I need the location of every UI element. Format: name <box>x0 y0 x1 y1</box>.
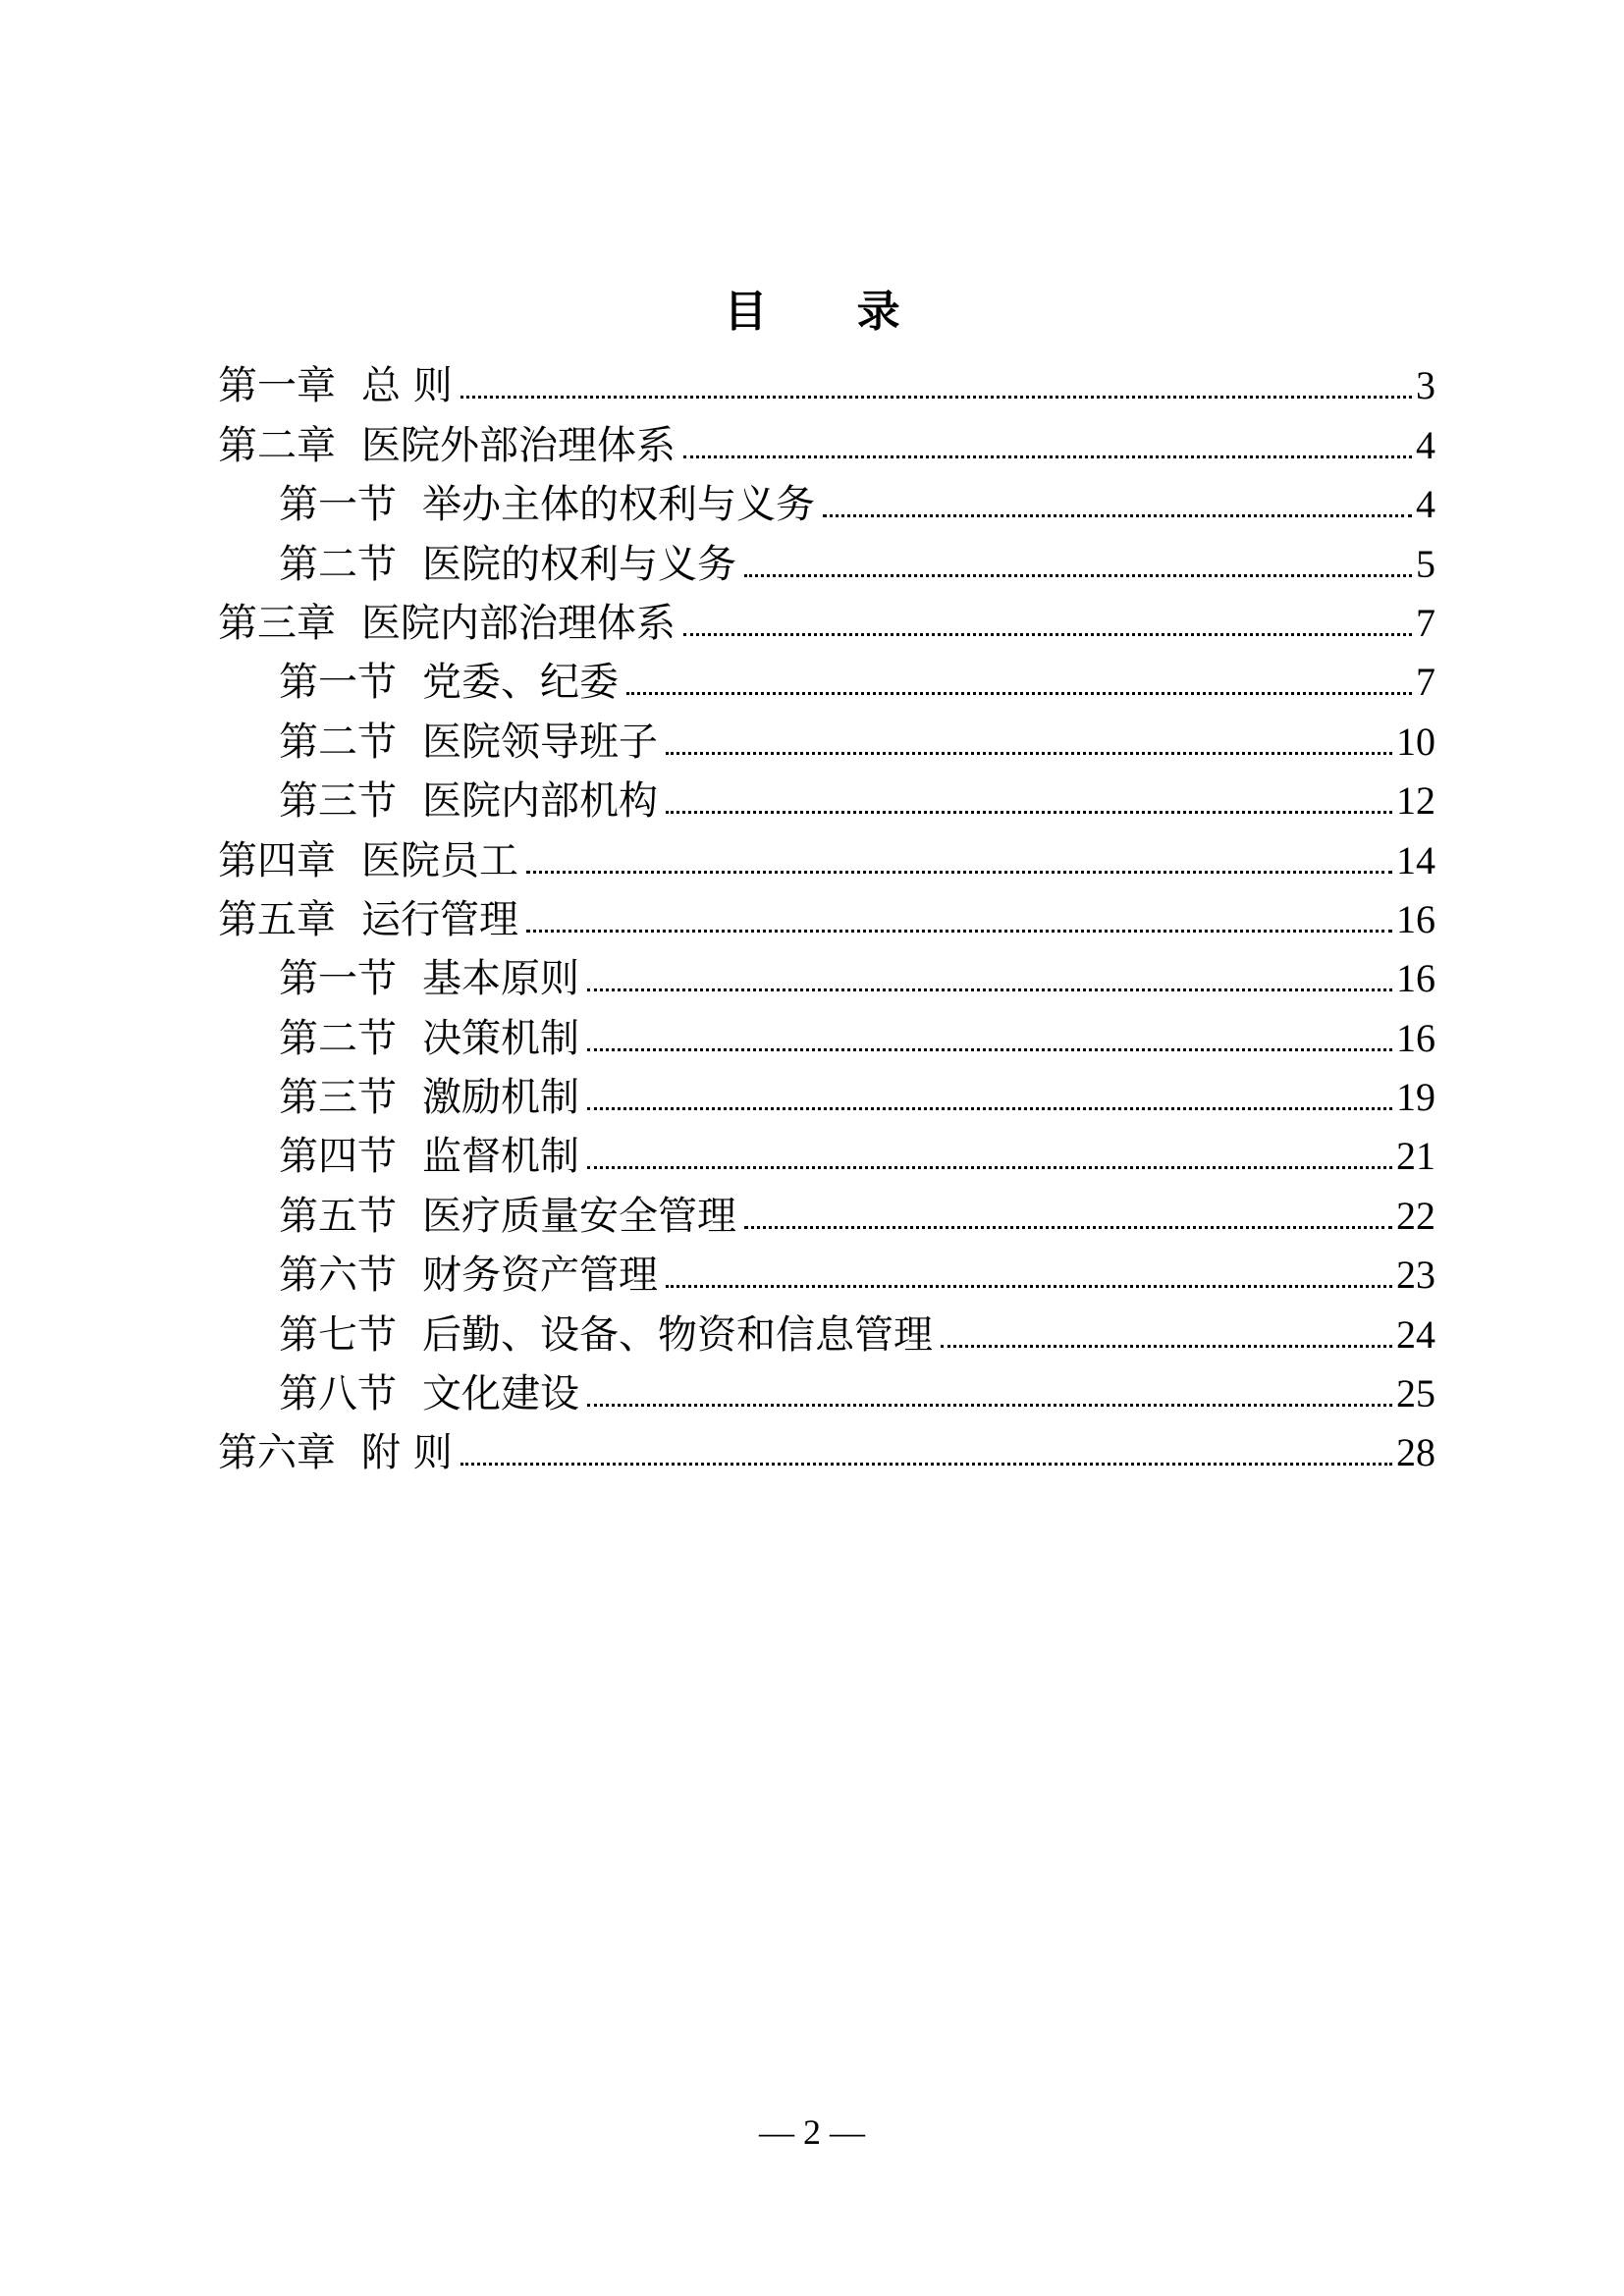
toc-entry-number: 第一节 <box>279 660 397 706</box>
toc-entry-number: 第三节 <box>279 778 397 825</box>
toc-leader-dots <box>587 1404 1392 1407</box>
toc-entry-number: 第三节 <box>279 1075 397 1121</box>
toc-entry[interactable] <box>218 765 1435 824</box>
toc-entry-number: 第六章 <box>218 1430 336 1476</box>
toc-entry-title: 医院外部治理体系 <box>361 422 676 468</box>
toc-entry-label <box>218 897 518 942</box>
toc-leader-dots <box>460 1463 1392 1466</box>
toc-entry-number: 第五章 <box>218 896 336 942</box>
toc-entry-title: 医院的权利与义务 <box>422 541 736 587</box>
toc-entry-label <box>279 1371 579 1416</box>
toc-entry[interactable] <box>218 1416 1435 1475</box>
toc-leader-dots <box>666 1285 1392 1288</box>
toc-entry-title: 监督机制 <box>422 1134 579 1180</box>
toc-entry-page: 23 <box>1396 1253 1435 1298</box>
page-title: 目 录 <box>724 287 938 337</box>
toc-entry-page: 4 <box>1416 482 1435 527</box>
toc-entry-label <box>279 1016 579 1061</box>
toc-entry-number: 第五节 <box>279 1193 397 1239</box>
toc-entry-title: 医院领导班子 <box>422 719 658 765</box>
toc-entry-page: 22 <box>1396 1193 1435 1238</box>
toc-entry-number: 第一节 <box>279 482 397 528</box>
toc-entry-label <box>218 363 453 408</box>
toc-leader-dots <box>526 930 1392 933</box>
toc-entry-title: 财务资产管理 <box>422 1253 658 1299</box>
toc-entry-page: 4 <box>1416 422 1435 467</box>
toc-entry-page: 3 <box>1416 363 1435 408</box>
toc-entry-title: 党委、纪委 <box>422 660 619 706</box>
toc-entry-page: 28 <box>1396 1430 1435 1475</box>
toc-leader-dots <box>666 811 1392 814</box>
toc-leader-dots <box>744 574 1412 577</box>
toc-entry-page: 16 <box>1396 1015 1435 1060</box>
toc-leader-dots <box>626 692 1412 695</box>
toc-entry-page: 19 <box>1396 1075 1435 1120</box>
toc-entry[interactable] <box>218 527 1435 586</box>
toc-leader-dots <box>823 514 1412 517</box>
toc-entry[interactable] <box>218 1298 1435 1357</box>
toc-entry[interactable] <box>218 705 1435 764</box>
toc-entry-number: 第二节 <box>279 541 397 587</box>
toc-entry-title: 医疗质量安全管理 <box>422 1193 736 1239</box>
toc-entry-page: 5 <box>1416 541 1435 586</box>
toc-entry[interactable] <box>218 1358 1435 1416</box>
toc-entry[interactable] <box>218 646 1435 705</box>
toc-entry-number: 第二节 <box>279 719 397 765</box>
toc-entry[interactable] <box>218 1001 1435 1060</box>
toc-entry-page: 24 <box>1396 1311 1435 1357</box>
toc-leader-dots <box>526 871 1392 874</box>
toc-entry[interactable] <box>218 1061 1435 1120</box>
toc-leader-dots <box>941 1345 1392 1348</box>
toc-entry-page: 7 <box>1416 660 1435 705</box>
toc-entry-number: 第三章 <box>218 600 336 646</box>
toc-entry-title: 运行管理 <box>361 896 518 942</box>
toc-entry-page: 12 <box>1396 778 1435 824</box>
toc-entry[interactable] <box>218 942 1435 1001</box>
toc-entry-label <box>279 720 658 765</box>
toc-entry-title: 后勤、设备、物资和信息管理 <box>422 1311 933 1358</box>
toc-entry-page: 16 <box>1396 896 1435 941</box>
toc-entry-title: 基本原则 <box>422 956 579 1002</box>
toc-entry-label <box>279 778 658 824</box>
toc-leader-dots <box>587 1048 1392 1051</box>
toc-entry[interactable] <box>218 883 1435 942</box>
toc-entry-page: 21 <box>1396 1134 1435 1179</box>
toc-entry[interactable] <box>218 1120 1435 1179</box>
toc-entry[interactable] <box>218 468 1435 527</box>
toc-entry-title: 总 则 <box>361 363 453 409</box>
toc-entry-title: 医院内部机构 <box>422 778 658 825</box>
toc-entry-number: 第二节 <box>279 1015 397 1061</box>
toc-leader-dots <box>683 455 1412 458</box>
toc-entry-number: 第七节 <box>279 1311 397 1358</box>
toc-entry-title: 举办主体的权利与义务 <box>422 482 815 528</box>
toc-entry-number: 第二章 <box>218 422 336 468</box>
toc-leader-dots <box>587 1107 1392 1110</box>
toc-entry-label <box>218 601 676 646</box>
toc-entry-label <box>218 423 676 468</box>
toc-entry-page: 16 <box>1396 956 1435 1001</box>
toc-entry-title: 医院内部治理体系 <box>361 600 676 646</box>
toc-entry-title: 医院员工 <box>361 837 518 883</box>
toc-entry-number: 第四节 <box>279 1134 397 1180</box>
toc-entry-label <box>279 1194 736 1239</box>
toc-entry-page: 7 <box>1416 600 1435 645</box>
toc-entry-number: 第一章 <box>218 363 336 409</box>
toc-entry-label <box>218 838 518 883</box>
toc-entry-page: 14 <box>1396 837 1435 882</box>
toc-entry-number: 第六节 <box>279 1253 397 1299</box>
table-of-contents <box>218 349 1435 1475</box>
toc-entry-label <box>279 1312 933 1358</box>
toc-entry-label <box>279 1253 658 1298</box>
toc-leader-dots <box>683 633 1412 636</box>
toc-entry-label <box>279 956 579 1001</box>
toc-entry-label <box>279 660 619 705</box>
toc-entry-label <box>279 542 736 587</box>
toc-leader-dots <box>744 1226 1392 1229</box>
toc-entry-title: 激励机制 <box>422 1075 579 1121</box>
toc-entry-number: 第四章 <box>218 837 336 883</box>
toc-entry-number: 第八节 <box>279 1371 397 1417</box>
toc-entry-page: 10 <box>1396 719 1435 764</box>
toc-entry-number: 第一节 <box>279 956 397 1002</box>
toc-entry-label <box>279 482 815 527</box>
toc-entry[interactable] <box>218 824 1435 882</box>
toc-leader-dots <box>460 396 1412 399</box>
toc-leader-dots <box>587 988 1392 991</box>
toc-leader-dots <box>587 1166 1392 1169</box>
toc-entry-label <box>218 1430 453 1475</box>
page-number: — 2 — <box>759 2112 865 2152</box>
toc-entry-page: 25 <box>1396 1371 1435 1416</box>
toc-entry[interactable] <box>218 587 1435 646</box>
toc-entry-title: 决策机制 <box>422 1015 579 1061</box>
toc-entry[interactable] <box>218 349 1435 408</box>
toc-leader-dots <box>666 752 1392 755</box>
toc-entry-title: 文化建设 <box>422 1371 579 1417</box>
toc-entry-title: 附 则 <box>361 1430 453 1476</box>
toc-entry-label <box>279 1075 579 1120</box>
toc-entry[interactable] <box>218 1179 1435 1238</box>
toc-entry[interactable] <box>218 1239 1435 1298</box>
toc-entry[interactable] <box>218 408 1435 467</box>
toc-entry-label <box>279 1134 579 1179</box>
